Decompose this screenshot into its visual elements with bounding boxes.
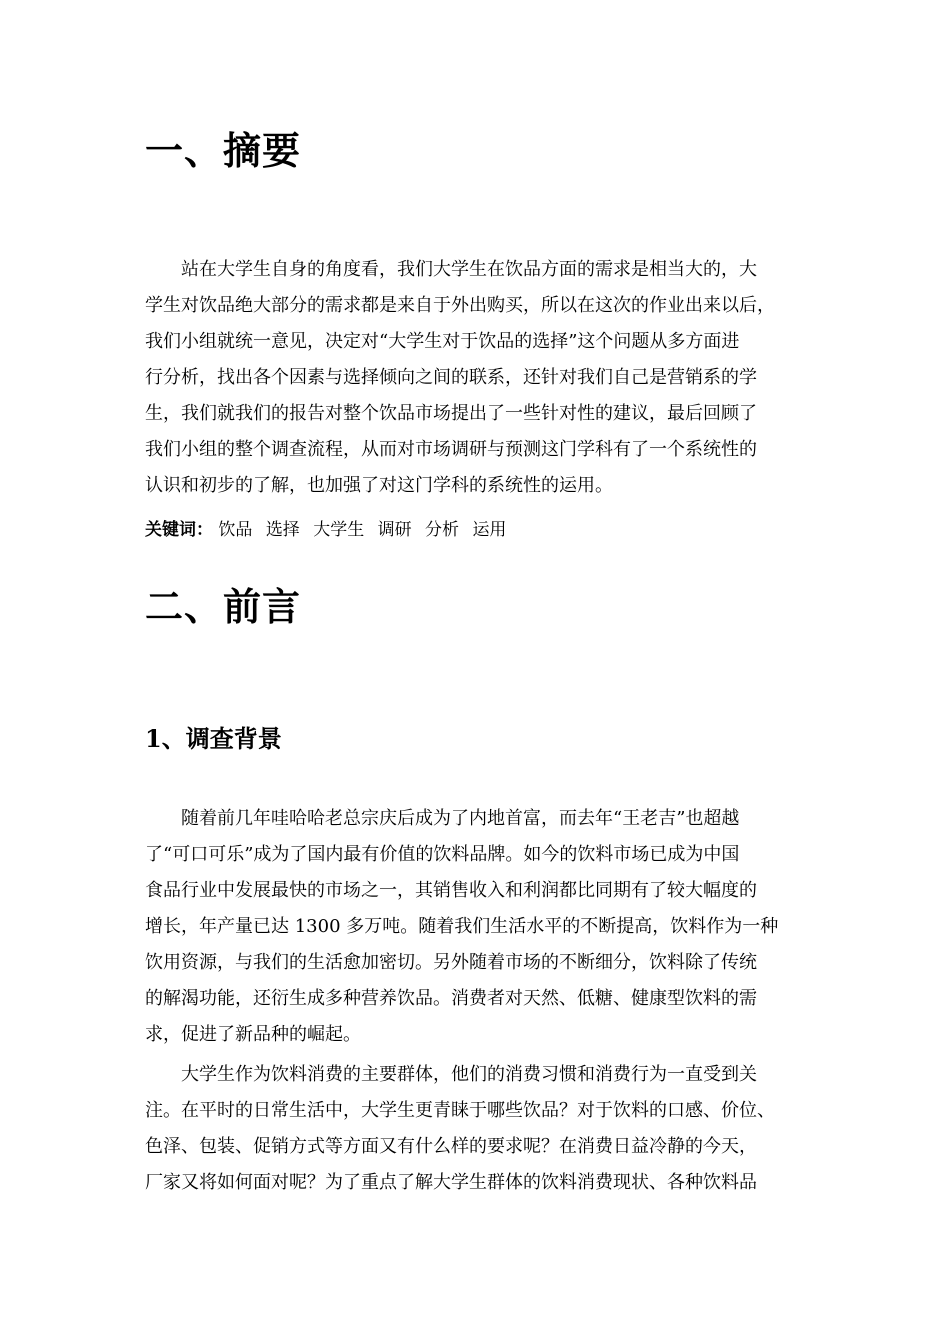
keyword: 饮品 bbox=[218, 520, 253, 540]
keywords-line bbox=[145, 514, 514, 546]
keyword: 大学生 bbox=[313, 520, 365, 540]
keyword: 分析 bbox=[425, 520, 460, 540]
text-line: 站在大学生自身的角度看，我们大学生在饮品方面的需求是相当大的，大 bbox=[145, 259, 757, 280]
keyword: 调研 bbox=[377, 520, 412, 540]
text-line: 认识和初步的了解，也加强了对这门学科的系统性的运用。 bbox=[145, 475, 613, 496]
text-line: 了“可口可乐”成为了国内最有价值的饮料品牌。如今的饮料市场已成为中国 bbox=[145, 844, 740, 865]
text-line: 我们小组的整个调查流程，从而对市场调研与预测这门学科有了一个系统性的 bbox=[145, 439, 757, 460]
keyword: 运用 bbox=[472, 520, 507, 540]
text-line: 求，促进了新品种的崛起。 bbox=[145, 1024, 361, 1045]
text-line: 大学生作为饮料消费的主要群体，他们的消费习惯和消费行为一直受到关 bbox=[145, 1064, 757, 1085]
background-paragraph-1 bbox=[145, 801, 825, 1053]
preface-heading: 二、前言 bbox=[145, 584, 302, 629]
keywords-label: 关键词： bbox=[145, 520, 213, 540]
text-line: 厂家又将如何面对呢？为了重点了解大学生群体的饮料消费现状、各种饮料品 bbox=[145, 1172, 757, 1193]
text-line: 饮用资源，与我们的生活愈加密切。另外随着市场的不断细分，饮料除了传统 bbox=[145, 952, 757, 973]
text-line: 的解渴功能，还衍生成多种营养饮品。消费者对天然、低糖、健康型饮料的需 bbox=[145, 988, 757, 1009]
text-line: 我们小组就统一意见，决定对“大学生对于饮品的选择”这个问题从多方面进 bbox=[145, 331, 740, 352]
text-line: 学生对饮品绝大部分的需求都是来自于外出购买，所以在这次的作业出来以后， bbox=[145, 295, 775, 316]
text-line: 生，我们就我们的报告对整个饮品市场提出了一些针对性的建议，最后回顾了 bbox=[145, 403, 757, 424]
abstract-paragraph bbox=[145, 252, 825, 504]
text-line: 注。在平时的日常生活中，大学生更青睐于哪些饮品？对于饮料的口感、价位、 bbox=[145, 1100, 775, 1121]
text-line: 增长，年产量已达 1300 多万吨。随着我们生活水平的不断提高，饮料作为一种 bbox=[145, 916, 779, 937]
keyword: 选择 bbox=[265, 520, 300, 540]
text-line: 行分析，找出各个因素与选择倾向之间的联系，还针对我们自己是营销系的学 bbox=[145, 367, 757, 388]
abstract-heading: 一、摘要 bbox=[145, 128, 302, 173]
text-line: 随着前几年哇哈哈老总宗庆后成为了内地首富，而去年“王老吉”也超越 bbox=[145, 808, 740, 829]
background-paragraph-2 bbox=[145, 1057, 825, 1201]
text-line: 色泽、包装、促销方式等方面又有什么样的要求呢？在消费日益冷静的今天， bbox=[145, 1136, 757, 1157]
background-heading: 1、调查背景 bbox=[145, 724, 282, 753]
text-line: 食品行业中发展最快的市场之一，其销售收入和利润都比同期有了较大幅度的 bbox=[145, 880, 757, 901]
